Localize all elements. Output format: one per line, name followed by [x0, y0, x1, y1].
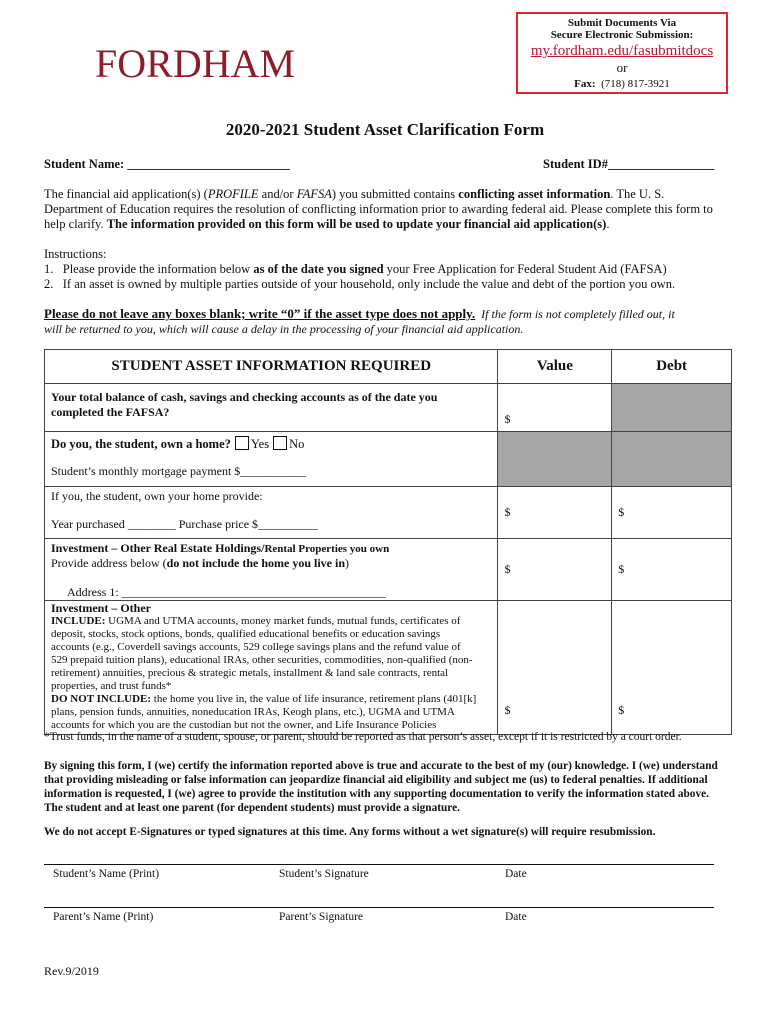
instruction-2: 2. If an asset is owned by multiple parties outside of your household, only include the value and debt of the portion you own.: [44, 277, 676, 291]
mortgage-field[interactable]: Student’s monthly mortgage payment $___________: [51, 464, 307, 478]
instruction-1: 1. Please provide the information below as of the date you signed your Free Application for Federal Student Aid (FAFSA): [44, 262, 667, 276]
header-value: Value: [498, 350, 612, 384]
home-value-cell: [498, 432, 612, 487]
investment-debt-cell[interactable]: $: [612, 601, 732, 735]
cash-value-cell[interactable]: $: [498, 384, 612, 432]
intro-paragraph: The financial aid application(s) (PROFILE and/or FAFSA) you submitted contains conflicting asset information. The U. S. Department of Education requires the resolution of conflicting information prior to awarding federal aid. Please complete this form to help clarify. The information provided on this form will be used to update your financial aid application(s).: [44, 187, 713, 231]
real-estate-debt-cell[interactable]: $: [612, 539, 732, 601]
table-row-cash: [45, 384, 732, 432]
warning-bold: Please do not leave any boxes blank; write “0” if the asset type does not apply.: [44, 306, 476, 321]
own-home-value-cell[interactable]: $: [498, 487, 612, 539]
parent-signature-line[interactable]: [44, 907, 714, 908]
submit-line2: Secure Electronic Submission:: [550, 29, 694, 41]
warning-italic-1: If the form is not completely filled out, it: [481, 307, 675, 321]
parent-signature-label: Parent’s Signature: [279, 911, 363, 923]
real-estate-value-cell[interactable]: $: [498, 539, 612, 601]
submit-url-link[interactable]: my.fordham.edu/fasubmitdocs: [530, 43, 714, 59]
form-title: 2020-2021 Student Asset Clarification Form: [225, 120, 545, 139]
student-id-field[interactable]: Student ID#_________________: [543, 157, 715, 171]
instructions-heading: Instructions:: [44, 247, 107, 261]
parent-name-print-label: Parent’s Name (Print): [53, 911, 154, 923]
own-home-label: If you, the student, own your home provide:: [51, 489, 263, 503]
cash-question: Your total balance of cash, savings and checking accounts as of the date you completed the FAFSA?: [45, 384, 498, 432]
fax-number: (718) 817-3921: [601, 78, 670, 90]
fax-label: Fax:: [574, 78, 596, 90]
table-row-home: [45, 432, 732, 487]
warning-note: [44, 306, 734, 337]
home-cell: [45, 432, 498, 487]
yes-label: Yes: [250, 437, 270, 451]
student-name-print-label: Student’s Name (Print): [53, 868, 160, 880]
cash-debt-cell: [612, 384, 732, 432]
submit-box: [516, 12, 728, 94]
instructions: [44, 247, 734, 292]
table-row-real-estate: [45, 539, 732, 601]
revision-label: Rev.9/2019: [44, 964, 99, 978]
address-field[interactable]: Address 1: ____________________________________________: [67, 585, 386, 599]
header-debt: Debt: [612, 350, 732, 384]
home-debt-cell: [612, 432, 732, 487]
header-asset-info: STUDENT ASSET INFORMATION REQUIRED: [45, 350, 498, 384]
warning-italic-2: will be returned to you, which will cause a delay in the processing of your financial aid application.: [44, 322, 524, 336]
submit-line1: Submit Documents Via: [567, 17, 677, 29]
no-label: No: [289, 437, 305, 451]
student-signature-line[interactable]: [44, 864, 714, 865]
no-esignature-note: We do not accept E-Signatures or typed signatures at this time. Any forms without a wet signature(s) will require resubmission.: [44, 826, 656, 838]
year-purchased-field[interactable]: Year purchased ________ Purchase price $__________: [51, 517, 319, 531]
table-header-row: [45, 350, 732, 384]
student-date-label: Date: [505, 868, 527, 880]
student-name-field[interactable]: Student Name: __________________________: [44, 157, 290, 171]
submit-or: or: [616, 60, 628, 75]
table-row-investment-other: [45, 601, 732, 735]
trust-note: *Trust funds, in the name of a student, spouse, or parent, should be reported as that person’s asset, except if it is restricted by a court order.: [44, 731, 682, 743]
table-row-own-home: [45, 487, 732, 539]
fordham-logo: FORDHAM: [95, 41, 296, 86]
yes-checkbox[interactable]: [235, 436, 249, 450]
certification-text: By signing this form, I (we) certify the information reported above is true and accurate to the best of my (our) knowledge. I (we) understand that providing misleading or false information can jeopardize financial aid eligibility and subject me (us) to federal penalties. If additional information is requested, I (we) agree to provide the institution with any supporting documentation to verify the information stated above. The student and at least one parent (for dependent students) must provide a signature.: [44, 760, 718, 814]
student-signature-label: Student’s Signature: [279, 868, 369, 880]
investment-other-cell: Investment – Other INCLUDE: UGMA and UTMA accounts, money market funds, mutual funds, certificates of deposit, stocks, stock options, bonds, qualified educational benefits or education savings accounts (e.g., Coverdell savings accounts, 529 college savings plans and the refund value of 529 prepaid tuition plans), educational IRAs, other securities, commodities, non-qualified (non- retirement) annuities, precious & strategic metals, installment & land sale contracts, rental properties, and trust funds* DO NOT INCLUDE: the home you live in, the value of life insurance, retirement plans (401[k] plans, pension funds, annuities, noneducation IRAs, Keogh plans, etc.), UGMA and UTMA accounts for which you are the custodian but not the owner, and Life Insurance Policies: [45, 601, 498, 735]
home-question: Do you, the student, own a home?: [51, 437, 231, 451]
fax-info: [518, 78, 726, 90]
investment-value-cell[interactable]: $: [498, 601, 612, 735]
investment-other-title: Investment – Other: [51, 601, 151, 615]
asset-table: [44, 349, 732, 735]
no-checkbox[interactable]: [273, 436, 287, 450]
parent-date-label: Date: [505, 911, 527, 923]
own-home-cell: [45, 487, 498, 539]
own-home-debt-cell[interactable]: $: [612, 487, 732, 539]
real-estate-cell: Investment – Other Real Estate Holdings/Rental Properties you own Provide address below (do not include the home you live in) Address 1: ____________________________________________: [45, 539, 498, 601]
